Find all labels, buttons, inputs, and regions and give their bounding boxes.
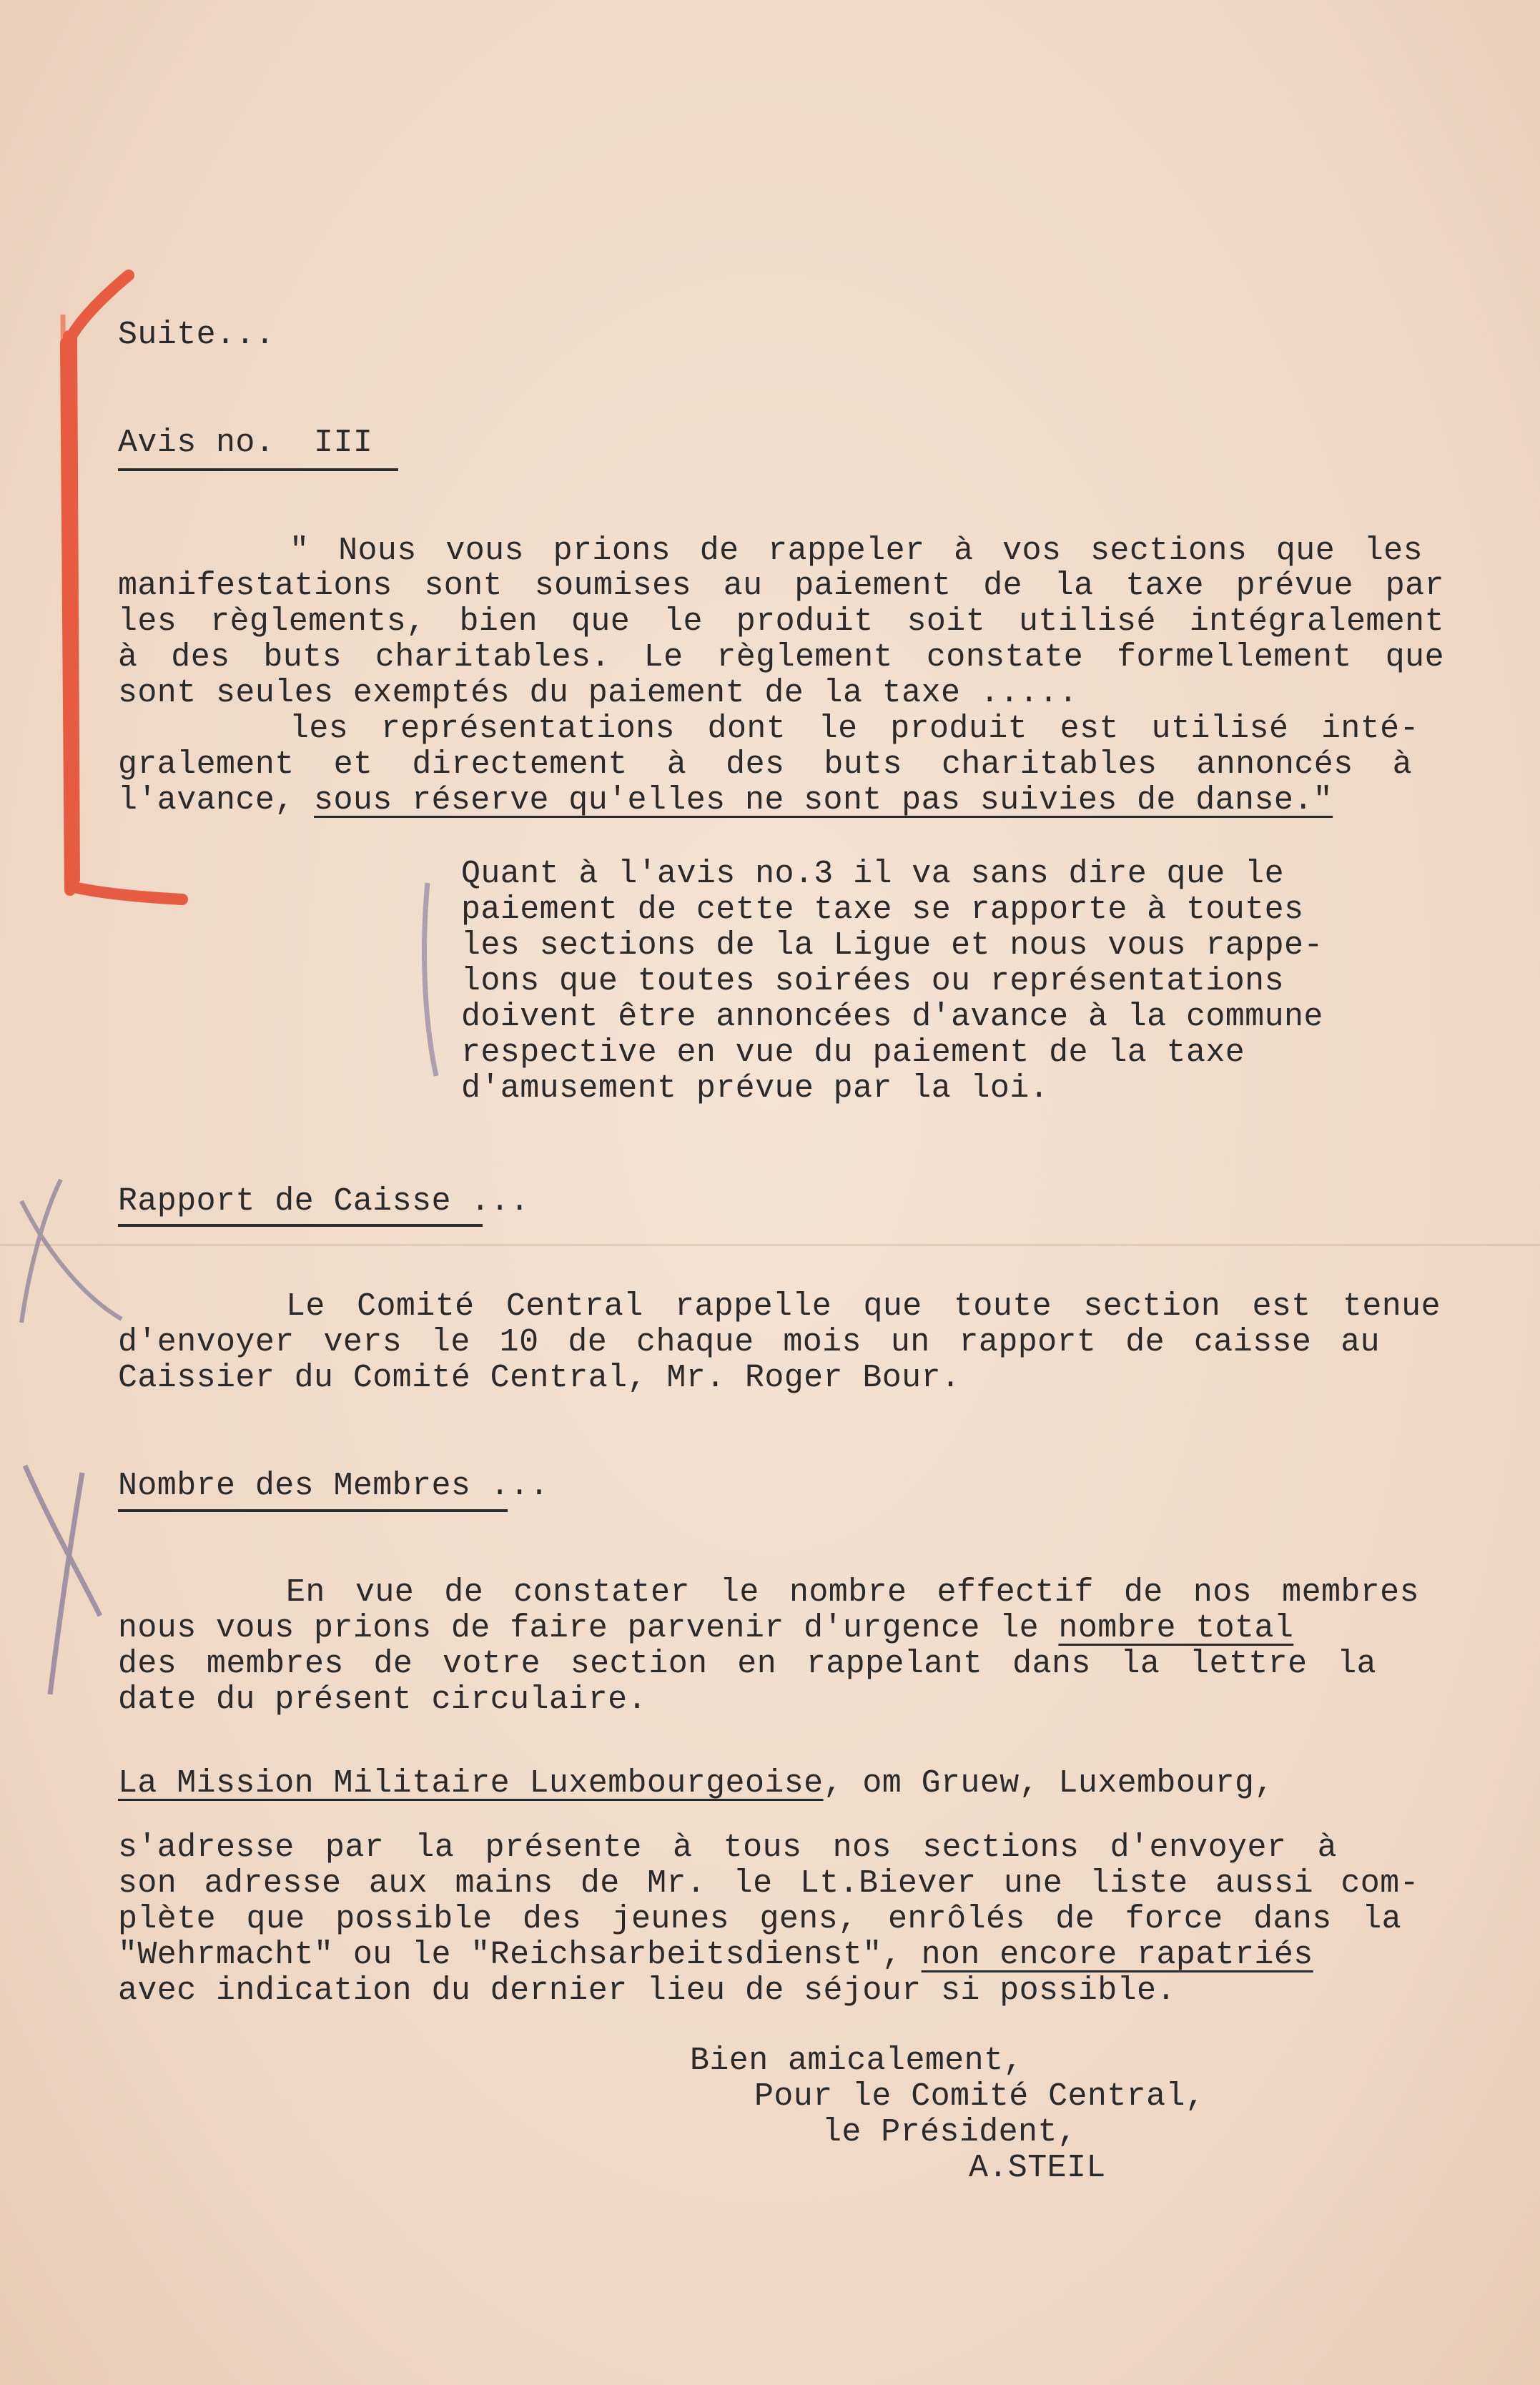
note-line-7: d'amusement prévue par la loi. (461, 1070, 1050, 1107)
membres-line-1: En vue de constater le nombre effectif de nos membres (286, 1574, 1419, 1611)
membres-line-3: des membres de votre section en rappelant dans la lettre la (118, 1646, 1376, 1682)
caisse-line-1: Le Comité Central rappelle que toute section est tenue (286, 1288, 1441, 1325)
mission-line-2: son adresse aux mains de Mr. le Lt.Biever une liste aussi com- (118, 1865, 1419, 1902)
note-line-5: doivent être annoncées d'avance à la commune (461, 999, 1323, 1035)
membres-line-4: date du présent circulaire. (118, 1682, 647, 1718)
note-line-2: paiement de cette taxe se rapporte à toutes (461, 892, 1304, 928)
avis-underlined-clause: sous réserve qu'elles ne sont pas suivies de danse." (314, 782, 1333, 819)
membres-line-2 (118, 1612, 1293, 1644)
avis-line-5: sont seules exemptés du paiement de la taxe ..... (118, 675, 1078, 711)
mission-line-5: avec indication du dernier lieu de séjour si possible. (118, 1972, 1176, 2009)
avis-line-7: gralement et directement à des buts charitables annoncés à (118, 746, 1412, 783)
mission-heading-rest: , om Gruew, Luxembourg, (823, 1765, 1274, 1802)
mission-line-3: plète que possible des jeunes gens, enrôlés de force dans la (118, 1901, 1401, 1937)
avis-line-3: les règlements, bien que le produit soit utilisé intégralement (118, 603, 1444, 640)
closing-line-2: Pour le Comité Central, (754, 2078, 1205, 2115)
note-line-6: respective en vue du paiement de la taxe (461, 1035, 1245, 1071)
mission-line-4 (118, 1939, 1313, 1971)
avis-line-8 (118, 782, 1333, 819)
pencil-cross-caisse (21, 1180, 122, 1323)
avis-line-1: " Nous vous prions de rappeler à vos sections que les (290, 533, 1423, 569)
note-line-4: lons que toutes soirées ou représentations (461, 963, 1284, 999)
membres-heading-rule (118, 1509, 508, 1512)
mission-heading-line (118, 1765, 1274, 1802)
caisse-line-2: d'envoyer vers le 10 de chaque mois un rapport de caisse au (118, 1324, 1380, 1361)
signatory-name: A.STEIL (969, 2150, 1106, 2186)
pencil-cross-membres (25, 1466, 100, 1694)
note-line-3: les sections de la Ligue et nous vous rappe- (461, 927, 1323, 964)
mission-line-4-start: "Wehrmacht" ou le "Reichsarbeitsdienst", (118, 1937, 922, 1973)
pencil-bracket (425, 883, 436, 1076)
mission-heading: La Mission Militaire Luxembourgeoise (118, 1765, 824, 1802)
avis-line-4: à des buts charitables. Le règlement constate formellement que (118, 639, 1444, 676)
non-rapatries-underlined: non encore rapatriés (921, 1937, 1313, 1973)
mission-line-1: s'adresse par la présente à tous nos sections d'envoyer à (118, 1830, 1337, 1866)
membres-heading: Nombre des Membres ... (118, 1468, 549, 1504)
caisse-heading: Rapport de Caisse ... (118, 1183, 530, 1220)
note-line-1: Quant à l'avis no.3 il va sans dire que le (461, 856, 1284, 892)
suite-label: Suite... (118, 317, 275, 353)
avis-line-2: manifestations sont soumises au paiement de la taxe prévue par (118, 568, 1444, 604)
caisse-heading-rule (118, 1224, 483, 1227)
avis-heading: Avis no. III (118, 425, 373, 461)
membres-line-2-start: nous vous prions de faire parvenir d'urgence le (118, 1610, 1059, 1646)
closing-line-1: Bien amicalement, (690, 2043, 1023, 2079)
avis-heading-rule (118, 468, 398, 471)
closing-line-3: le Président, (822, 2114, 1077, 2151)
nombre-total-underlined: nombre total (1058, 1610, 1294, 1646)
avis-line-8-start: l'avance, (118, 782, 315, 819)
avis-line-6: les représentations dont le produit est utilisé inté- (290, 711, 1419, 747)
caisse-line-3: Caissier du Comité Central, Mr. Roger Bour. (118, 1360, 961, 1396)
